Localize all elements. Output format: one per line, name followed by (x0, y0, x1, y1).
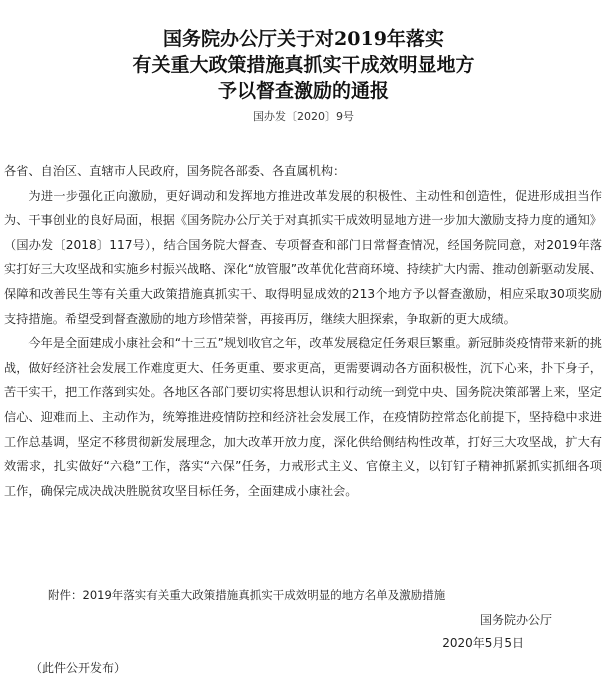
issue-date: 2020年5月5日 (442, 636, 524, 650)
paragraph-1: 为进一步强化正向激励，更好调动和发挥地方推进改革发展的积极性、主动性和创造性，促进形成担当作为、干事创业的良好局面，根据《国务院办公厅关于对真抓实干成效明显地方进一步加大激励支持力度的通知》（国办发〔2018〕117号），结合国务院大督查、专项督查和部门日常督查情况，经国务院同意，对2019年落实打好三大攻坚战和实施乡村振兴战略、深化“放管服”改革优化营商环境、持续扩大内需、推动创新驱动发展、保障和改善民生等有关重大政策措施真抓实干、取得明显成效的213个地方予以督查激励，相应采取30项奖励支持措施。希望受到督查激励的地方珍惜荣誉，再接再厉，继续大胆探索，争取新的更大成绩。 (4, 188, 602, 326)
title-line-2: 有关重大政策措施真抓实干成效明显地方 (132, 54, 475, 76)
addressee: 各省、自治区、直辖市人民政府，国务院各部委、各直属机构： (4, 164, 346, 178)
attachment-line: 附件：2019年落实有关重大政策措施真抓实干成效明显的地方名单及激励措施 (48, 588, 446, 602)
document-number: 国办发〔2020〕9号 (253, 110, 354, 123)
issuing-authority: 国务院办公厅 (479, 613, 552, 627)
title-line-3: 予以督查激励的通报 (217, 80, 389, 102)
title-line-1: 国务院办公厅关于对2019年落实 (163, 28, 444, 50)
public-release-note: （此件公开发布） (30, 661, 127, 675)
document-body (4, 159, 602, 503)
paragraph-2: 今年是全面建成小康社会和“十三五”规划收官之年，改革发展稳定任务艰巨繁重。新冠肺炎疫情带来新的挑战，做好经济社会发展工作难度更大、任务更重、要求更高，更需要调动各方面积极性，沉下心来，扑下身子，苦干实干，把工作落到实处。各地区各部门要切实将思想认识和行动统一到党中央、国务院决策部署上来，坚定信心、迎难而上、主动作为，统筹推进疫情防控和经济社会发展工作，在疫情防控常态化前提下，坚持稳中求进工作总基调，坚定不移贯彻新发展理念，加大改革开放力度，深化供给侧结构性改革，打好三大攻坚战，扩大有效需求，扎实做好“六稳”工作，落实“六保”任务，力戒形式主义、官僚主义，以钉钉子精神抓紧抓实抓细各项工作，确保完成决战决胜脱贫攻坚目标任务，全面建成小康社会。 (4, 336, 602, 498)
document-title (0, 26, 607, 104)
